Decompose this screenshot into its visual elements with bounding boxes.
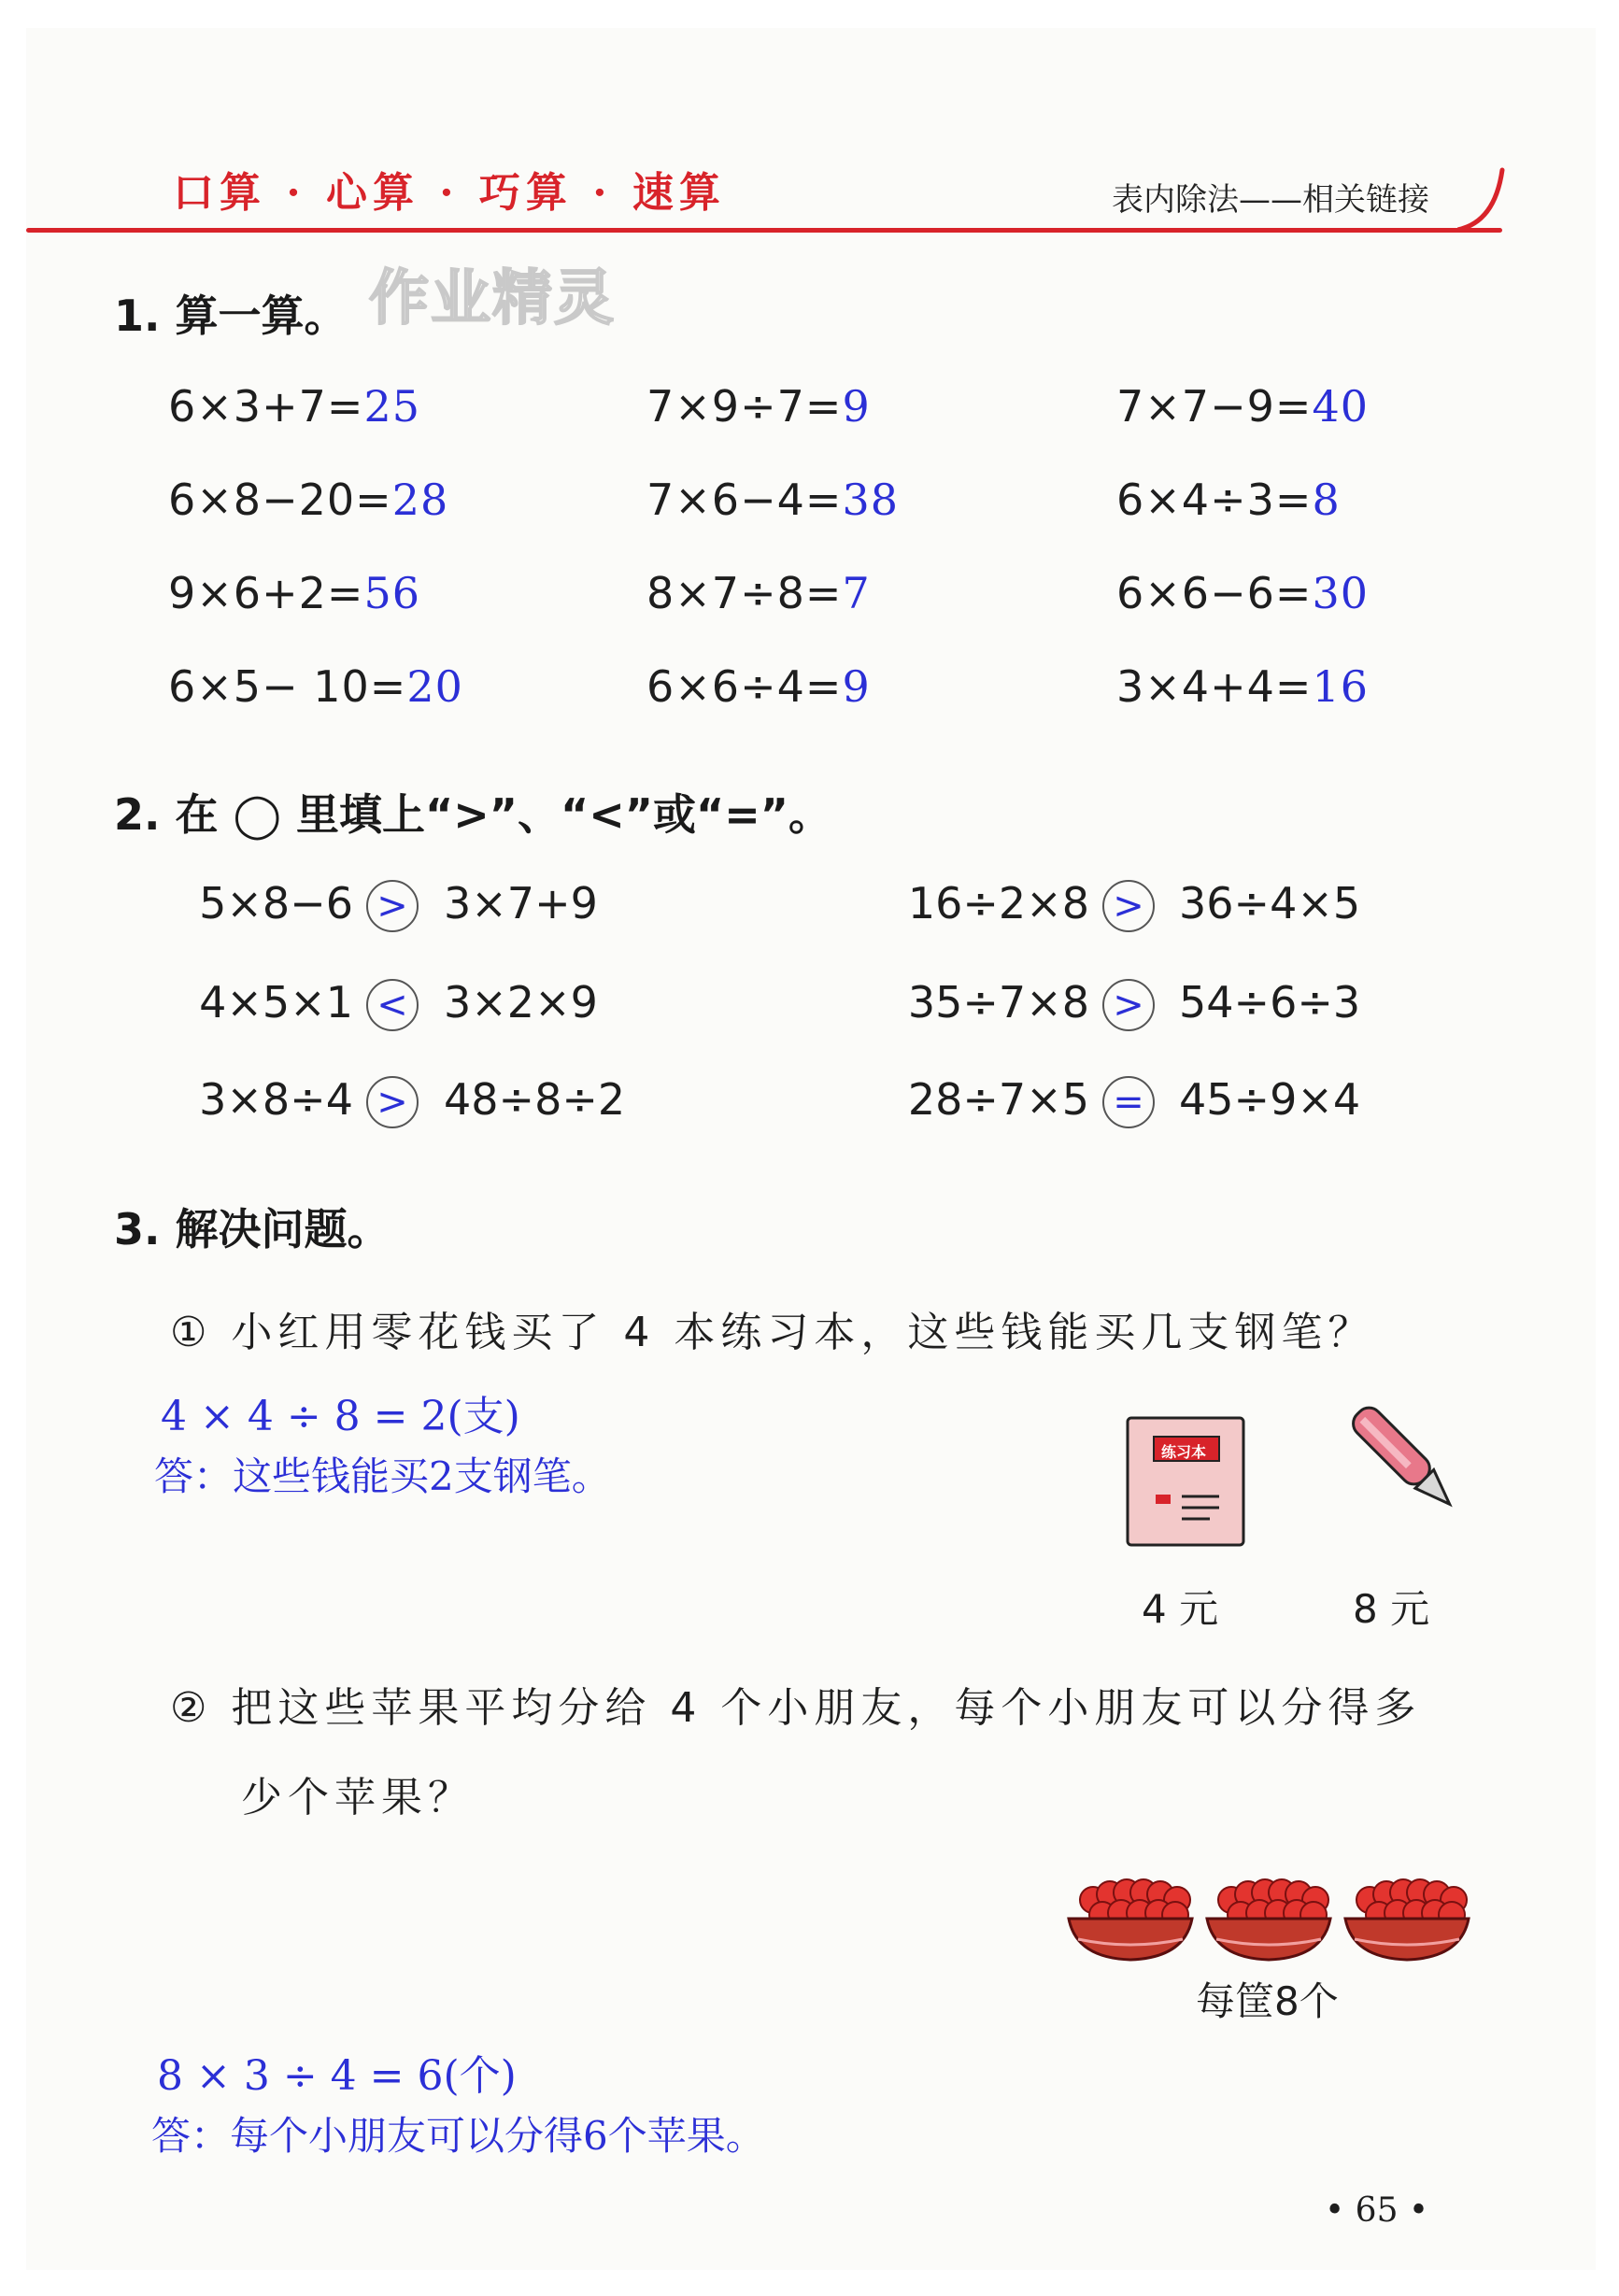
q1-expression: 3×4+4=: [1116, 661, 1313, 712]
q2-answer-symbol: >: [1113, 984, 1144, 1027]
notebook-illustration: [1116, 1410, 1257, 1551]
q1-item: [646, 568, 871, 618]
q1-answer: 8: [1312, 475, 1341, 525]
q1-answer: 20: [406, 661, 463, 712]
q1-answer: 7: [842, 568, 871, 618]
q3-p2-answer: 答：每个小朋友可以分得6个苹果。: [151, 2113, 765, 2159]
q1-item: [168, 381, 420, 432]
header-rule: [26, 228, 1502, 233]
q1-answer: 28: [391, 475, 449, 525]
q1-answer: 40: [1312, 381, 1369, 432]
q1-item: [1116, 475, 1341, 525]
q2-right-expression: 48÷8÷2: [444, 1074, 626, 1125]
q1-answer: 56: [363, 568, 420, 618]
apple-basket: [1345, 1879, 1469, 1960]
q1-expression: 6×4÷3=: [1116, 475, 1313, 525]
q1-item: [646, 381, 871, 432]
q2-right-expression: 3×7+9: [444, 878, 598, 928]
q1-answer: 9: [842, 381, 871, 432]
q1-item: [1116, 661, 1369, 712]
q2-left-expression: 5×8−6: [199, 878, 353, 928]
q2-left-expression: 35÷7×8: [907, 977, 1089, 1028]
q2-left-expression: 4×5×1: [199, 977, 353, 1028]
q2-left-expression: 28÷7×5: [907, 1074, 1089, 1125]
q2-answer-circle: [1102, 880, 1155, 932]
q1-item: [168, 568, 420, 618]
q2-right-expression: 36÷4×5: [1179, 878, 1361, 928]
q3-p2-equation: 8 × 3 ÷ 4 = 6(个): [157, 2052, 517, 2100]
pen-illustration: [1336, 1392, 1476, 1532]
q2-left-expression: 16÷2×8: [907, 878, 1089, 928]
page-number: • 65 •: [1325, 2191, 1429, 2230]
q1-expression: 8×7÷8=: [646, 568, 843, 618]
q2-answer-circle: [366, 880, 419, 932]
q1-answer: 38: [842, 475, 899, 525]
q1-expression: 6×8−20=: [168, 475, 392, 525]
q2-answer-symbol: >: [376, 1081, 408, 1124]
q2-answer-symbol: =: [1113, 1081, 1144, 1124]
apple-basket: [1069, 1879, 1192, 1960]
q3-p1-equation: 4 × 4 ÷ 8 = 2(支): [161, 1393, 520, 1440]
q1-expression: 6×3+7=: [168, 381, 364, 432]
q1-expression: 6×5− 10=: [168, 661, 407, 712]
q1-expression: 6×6÷4=: [646, 661, 843, 712]
q1-answer: 30: [1312, 568, 1369, 618]
q1-item: [646, 475, 899, 525]
q1-expression: 7×9÷7=: [646, 381, 843, 432]
q1-title: 1. 算一算。: [114, 291, 348, 341]
q2-title: 2. 在 ◯ 里填上“>”、“<”或“=”。: [114, 789, 832, 840]
q3-p1-answer: 答：这些钱能买2支钢笔。: [154, 1453, 611, 1499]
q2-answer-symbol: >: [376, 885, 408, 928]
q3-p1-text: ① 小红用零花钱买了 4 本练习本，这些钱能买几支钢笔？: [170, 1309, 1375, 1356]
q3-p2-text-line2: 少个苹果？: [241, 1774, 475, 1821]
q1-expression: 7×7−9=: [1116, 381, 1313, 432]
q1-expression: 7×6−4=: [646, 475, 843, 525]
watermark: 作业精灵: [369, 264, 616, 333]
header-rule-curve: [1457, 166, 1513, 241]
q1-expression: 9×6+2=: [168, 568, 364, 618]
chapter-title: 表内除法——相关链接: [1112, 181, 1429, 219]
q2-answer-circle: [1102, 979, 1155, 1031]
basket-label: 每筐8个: [1196, 1978, 1339, 2024]
q1-item: [168, 661, 463, 712]
price-notebook: 4 元: [1142, 1586, 1219, 1632]
q1-answer: 9: [842, 661, 871, 712]
q2-answer-circle: [1102, 1076, 1155, 1128]
q1-item: [1116, 381, 1369, 432]
q2-right-expression: 54÷6÷3: [1179, 977, 1361, 1028]
apple-baskets-illustration: [1065, 1868, 1476, 1971]
q1-item: [1116, 568, 1369, 618]
q2-left-expression: 3×8÷4: [199, 1074, 353, 1125]
q1-expression: 6×6−6=: [1116, 568, 1313, 618]
apple-basket: [1207, 1879, 1330, 1960]
q3-title: 3. 解决问题。: [114, 1204, 391, 1254]
notebook-label: 练习本: [1161, 1443, 1207, 1461]
q1-answer: 16: [1312, 661, 1369, 712]
q1-item: [646, 661, 871, 712]
q2-right-expression: 3×2×9: [444, 977, 598, 1028]
q1-answer: 25: [363, 381, 420, 432]
q2-right-expression: 45÷9×4: [1179, 1074, 1361, 1125]
q3-p2-text-line1: ② 把这些苹果平均分给 4 个小朋友，每个小朋友可以分得多: [170, 1684, 1422, 1732]
q2-answer-symbol: >: [1113, 885, 1144, 928]
q2-answer-symbol: <: [376, 984, 408, 1027]
price-pen: 8 元: [1353, 1586, 1430, 1632]
q2-answer-circle: [366, 1076, 419, 1128]
section-title: 口算 · 心算 · 巧算 · 速算: [173, 169, 726, 217]
q2-answer-circle: [366, 979, 419, 1031]
q1-item: [168, 475, 448, 525]
